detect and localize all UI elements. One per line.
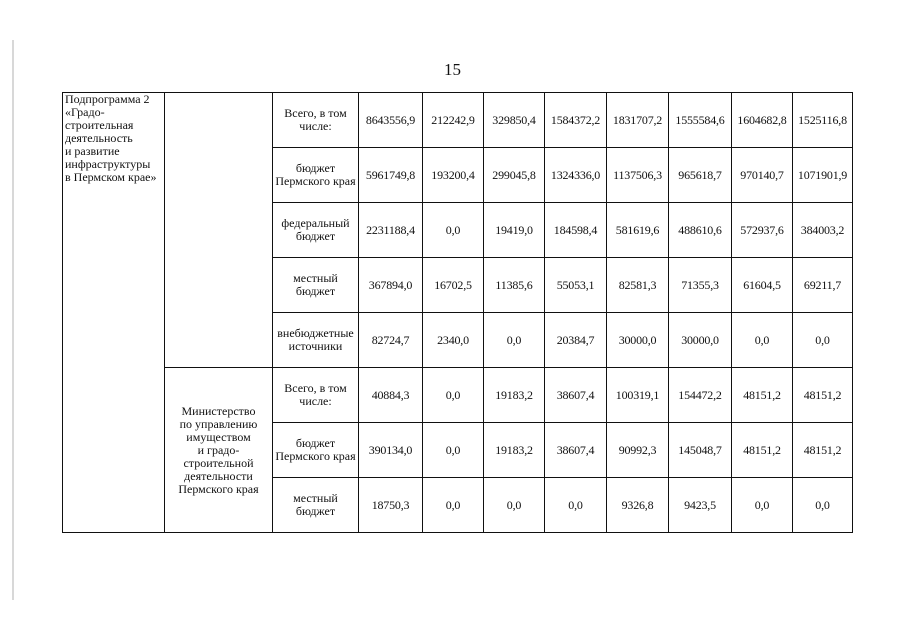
funding-source: Всего, в том числе: <box>273 93 359 148</box>
value-cell: 299045,8 <box>484 148 545 203</box>
value-cell: 69211,7 <box>793 258 853 313</box>
value-cell: 367894,0 <box>359 258 423 313</box>
ministry-executor: Министерство по управлению имуществом и градо- строительной деятельности Пермского края <box>165 368 273 533</box>
value-cell: 1071901,9 <box>793 148 853 203</box>
page-number: 15 <box>444 60 461 79</box>
value-cell: 9423,5 <box>669 478 732 533</box>
value-cell: 1831707,2 <box>607 93 669 148</box>
value-cell: 11385,6 <box>484 258 545 313</box>
value-cell: 30000,0 <box>669 313 732 368</box>
value-cell: 55053,1 <box>545 258 607 313</box>
value-cell: 970140,7 <box>732 148 793 203</box>
value-cell: 2231188,4 <box>359 203 423 258</box>
funding-source: бюджет Пермского края <box>273 148 359 203</box>
funding-source: Всего, в том числе: <box>273 368 359 423</box>
value-cell: 18750,3 <box>359 478 423 533</box>
value-cell: 8643556,9 <box>359 93 423 148</box>
value-cell: 581619,6 <box>607 203 669 258</box>
value-cell: 1525116,8 <box>793 93 853 148</box>
value-cell: 40884,3 <box>359 368 423 423</box>
subprogram-name: Подпрограмма 2 «Градо- строительная деятельность и развитие инфраструктуры в Пермском крае» <box>63 93 165 533</box>
value-cell: 48151,2 <box>793 423 853 478</box>
value-cell: 19183,2 <box>484 368 545 423</box>
funding-source: местный бюджет <box>273 478 359 533</box>
value-cell: 0,0 <box>423 368 484 423</box>
value-cell: 19419,0 <box>484 203 545 258</box>
value-cell: 38607,4 <box>545 423 607 478</box>
value-cell: 90992,3 <box>607 423 669 478</box>
value-cell: 184598,4 <box>545 203 607 258</box>
value-cell: 0,0 <box>732 313 793 368</box>
value-cell: 82581,3 <box>607 258 669 313</box>
funding-table-body <box>63 93 853 533</box>
value-cell: 48151,2 <box>732 368 793 423</box>
funding-source: бюджет Пермского края <box>273 423 359 478</box>
value-cell: 0,0 <box>545 478 607 533</box>
value-cell: 0,0 <box>423 203 484 258</box>
value-cell: 154472,2 <box>669 368 732 423</box>
value-cell: 5961749,8 <box>359 148 423 203</box>
value-cell: 1604682,8 <box>732 93 793 148</box>
value-cell: 1324336,0 <box>545 148 607 203</box>
value-cell: 9326,8 <box>607 478 669 533</box>
value-cell: 38607,4 <box>545 368 607 423</box>
value-cell: 82724,7 <box>359 313 423 368</box>
value-cell: 488610,6 <box>669 203 732 258</box>
value-cell: 390134,0 <box>359 423 423 478</box>
value-cell: 212242,9 <box>423 93 484 148</box>
funding-table <box>62 92 853 533</box>
value-cell: 0,0 <box>423 423 484 478</box>
value-cell: 0,0 <box>423 478 484 533</box>
table-row <box>63 93 853 148</box>
value-cell: 384003,2 <box>793 203 853 258</box>
value-cell: 19183,2 <box>484 423 545 478</box>
funding-source: местный бюджет <box>273 258 359 313</box>
scan-edge-line <box>12 40 14 600</box>
value-cell: 0,0 <box>484 313 545 368</box>
value-cell: 1584372,2 <box>545 93 607 148</box>
value-cell: 48151,2 <box>732 423 793 478</box>
table-row <box>63 368 853 423</box>
value-cell: 16702,5 <box>423 258 484 313</box>
value-cell: 145048,7 <box>669 423 732 478</box>
value-cell: 0,0 <box>484 478 545 533</box>
funding-source: федеральный бюджет <box>273 203 359 258</box>
value-cell: 100319,1 <box>607 368 669 423</box>
value-cell: 572937,6 <box>732 203 793 258</box>
value-cell: 30000,0 <box>607 313 669 368</box>
value-cell: 20384,7 <box>545 313 607 368</box>
subprogram-executor <box>165 93 273 368</box>
value-cell: 0,0 <box>793 313 853 368</box>
value-cell: 0,0 <box>793 478 853 533</box>
value-cell: 1555584,6 <box>669 93 732 148</box>
value-cell: 329850,4 <box>484 93 545 148</box>
value-cell: 2340,0 <box>423 313 484 368</box>
value-cell: 193200,4 <box>423 148 484 203</box>
funding-source: внебюджетные источники <box>273 313 359 368</box>
value-cell: 71355,3 <box>669 258 732 313</box>
value-cell: 61604,5 <box>732 258 793 313</box>
value-cell: 1137506,3 <box>607 148 669 203</box>
value-cell: 965618,7 <box>669 148 732 203</box>
value-cell: 0,0 <box>732 478 793 533</box>
value-cell: 48151,2 <box>793 368 853 423</box>
